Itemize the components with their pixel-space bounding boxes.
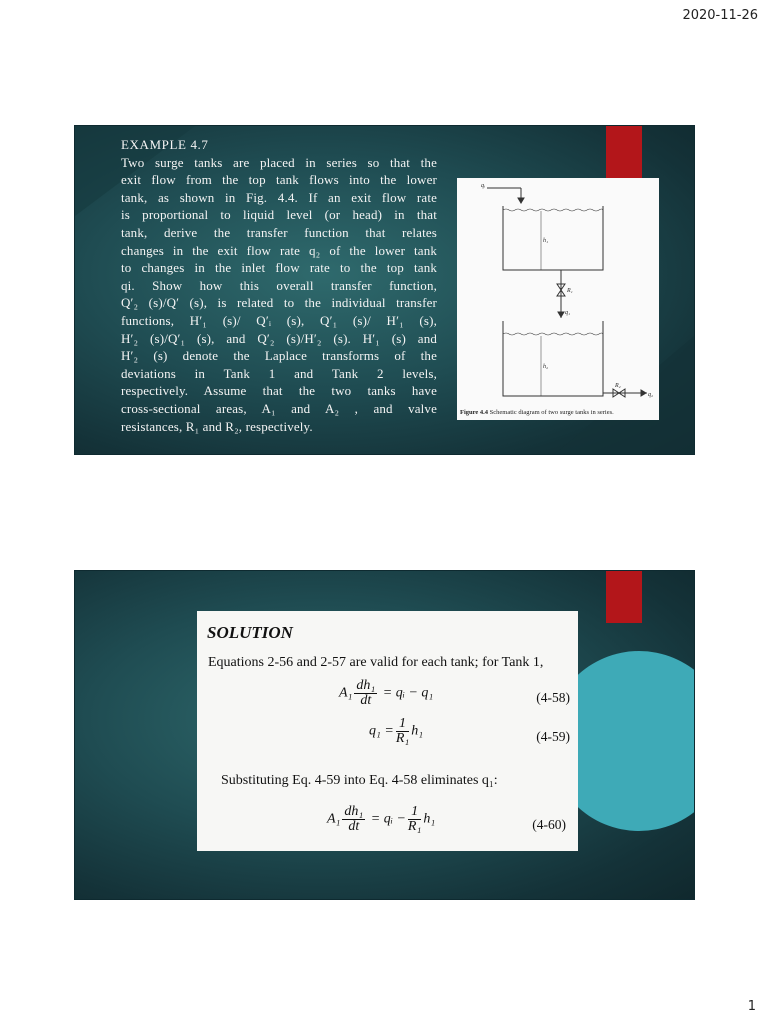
label-h1: h₁: [543, 238, 549, 244]
example-line: resistances, R₁ and R₂, respectively.: [121, 418, 313, 434]
eq1-rhs: = qᵢ − q₁: [382, 685, 434, 701]
eq1-den: dt: [360, 693, 372, 708]
eq3-den: dt: [348, 819, 360, 834]
eq3-num: dh₁: [344, 804, 364, 819]
example-line: exit flow from the top tank flows into the lower: [121, 172, 437, 188]
equation-4-60: [327, 805, 435, 834]
example-line: H′₂ (s)/Q′₁ (s), and Q′₂ (s)/H′₂ (s). H′₁ (s) and: [121, 330, 437, 346]
red-accent-tab: [606, 126, 642, 178]
print-date: 2020-11-26: [682, 8, 758, 23]
label-q2: q₂: [648, 392, 654, 398]
example-line: qi. Show how this overall transfer function,: [121, 277, 437, 293]
label-R1: R₁: [567, 288, 573, 294]
substitution-text: Substituting Eq. 4-59 into Eq. 4-58 eliminates q₁:: [221, 773, 498, 788]
example-line: tank, derive the transfer function that relates: [121, 224, 437, 240]
example-line: tank, as shown in Fig. 4.4. If an exit flow rate: [121, 189, 437, 205]
red-accent-tab: [606, 571, 642, 623]
solution-intro: Equations 2-56 and 2-57 are valid for each tank; for Tank 1,: [208, 655, 544, 670]
example-title: EXAMPLE 4.7: [121, 137, 209, 152]
example-text: [121, 136, 437, 435]
example-line: to changes in the inlet flow rate to the top tank: [121, 260, 437, 276]
figure-caption: [460, 409, 614, 416]
label-qi: qᵢ: [481, 183, 485, 189]
slide-solution: [74, 570, 695, 900]
example-line: Q′₂ (s)/Q′ (s), is related to the individual transfer: [121, 295, 437, 311]
eq1-coef: A₁: [339, 685, 353, 701]
label-h2: h₂: [543, 364, 549, 370]
example-line: deviations in Tank 1 and Tank 2 levels,: [121, 365, 437, 381]
eq3-den2: R₁: [407, 819, 422, 834]
eq2-den: R₁: [395, 731, 410, 746]
eq3-rhs: h₁: [423, 811, 436, 827]
eq2-num: 1: [396, 717, 409, 732]
eqnum-4-59: (4-59): [536, 729, 570, 744]
eqnum-4-60: (4-60): [532, 817, 566, 832]
label-R2: R₂: [615, 383, 621, 389]
example-line: functions, H′₁ (s)/ Q′ᵢ (s), Q′₁ (s)/ H′₁ (s),: [121, 312, 437, 328]
eq2-rhs: h₁: [411, 723, 424, 739]
figure-caption-label: Figure 4.4: [460, 409, 489, 416]
example-line: respectively. Assume that the two tanks have: [121, 383, 437, 399]
equation-4-58: [339, 679, 433, 708]
eqnum-4-58: (4-58): [536, 690, 570, 705]
example-line: Two surge tanks are placed in series so that the: [121, 154, 437, 170]
equation-4-59: [369, 717, 423, 746]
eq1-num: dh₁: [356, 678, 376, 693]
example-line: cross-sectional areas, A₁ and A₂ , and valve: [121, 400, 437, 416]
eq3-mid: = qᵢ −: [370, 811, 406, 827]
figure-caption-text: Schematic diagram of two surge tanks in series.: [489, 409, 614, 416]
eq2-lhs: q₁ =: [369, 723, 394, 739]
solution-box: [197, 611, 578, 851]
example-line: is proportional to liquid level (or head) in that: [121, 207, 437, 223]
eq3-coef: A₁: [327, 811, 341, 827]
page-number: 1: [747, 999, 756, 1014]
example-line: changes in the exit flow rate q₂ of the lower tank: [121, 242, 437, 258]
figure-4-4: [457, 178, 659, 420]
label-q1: q₁: [565, 310, 571, 316]
surge-tanks-diagram: [457, 178, 659, 420]
solution-title: SOLUTION: [207, 623, 293, 642]
slide-example-4-7: [74, 125, 695, 455]
eq3-num2: 1: [408, 805, 421, 820]
example-line: H′₂ (s) denote the Laplace transforms of the: [121, 348, 437, 364]
